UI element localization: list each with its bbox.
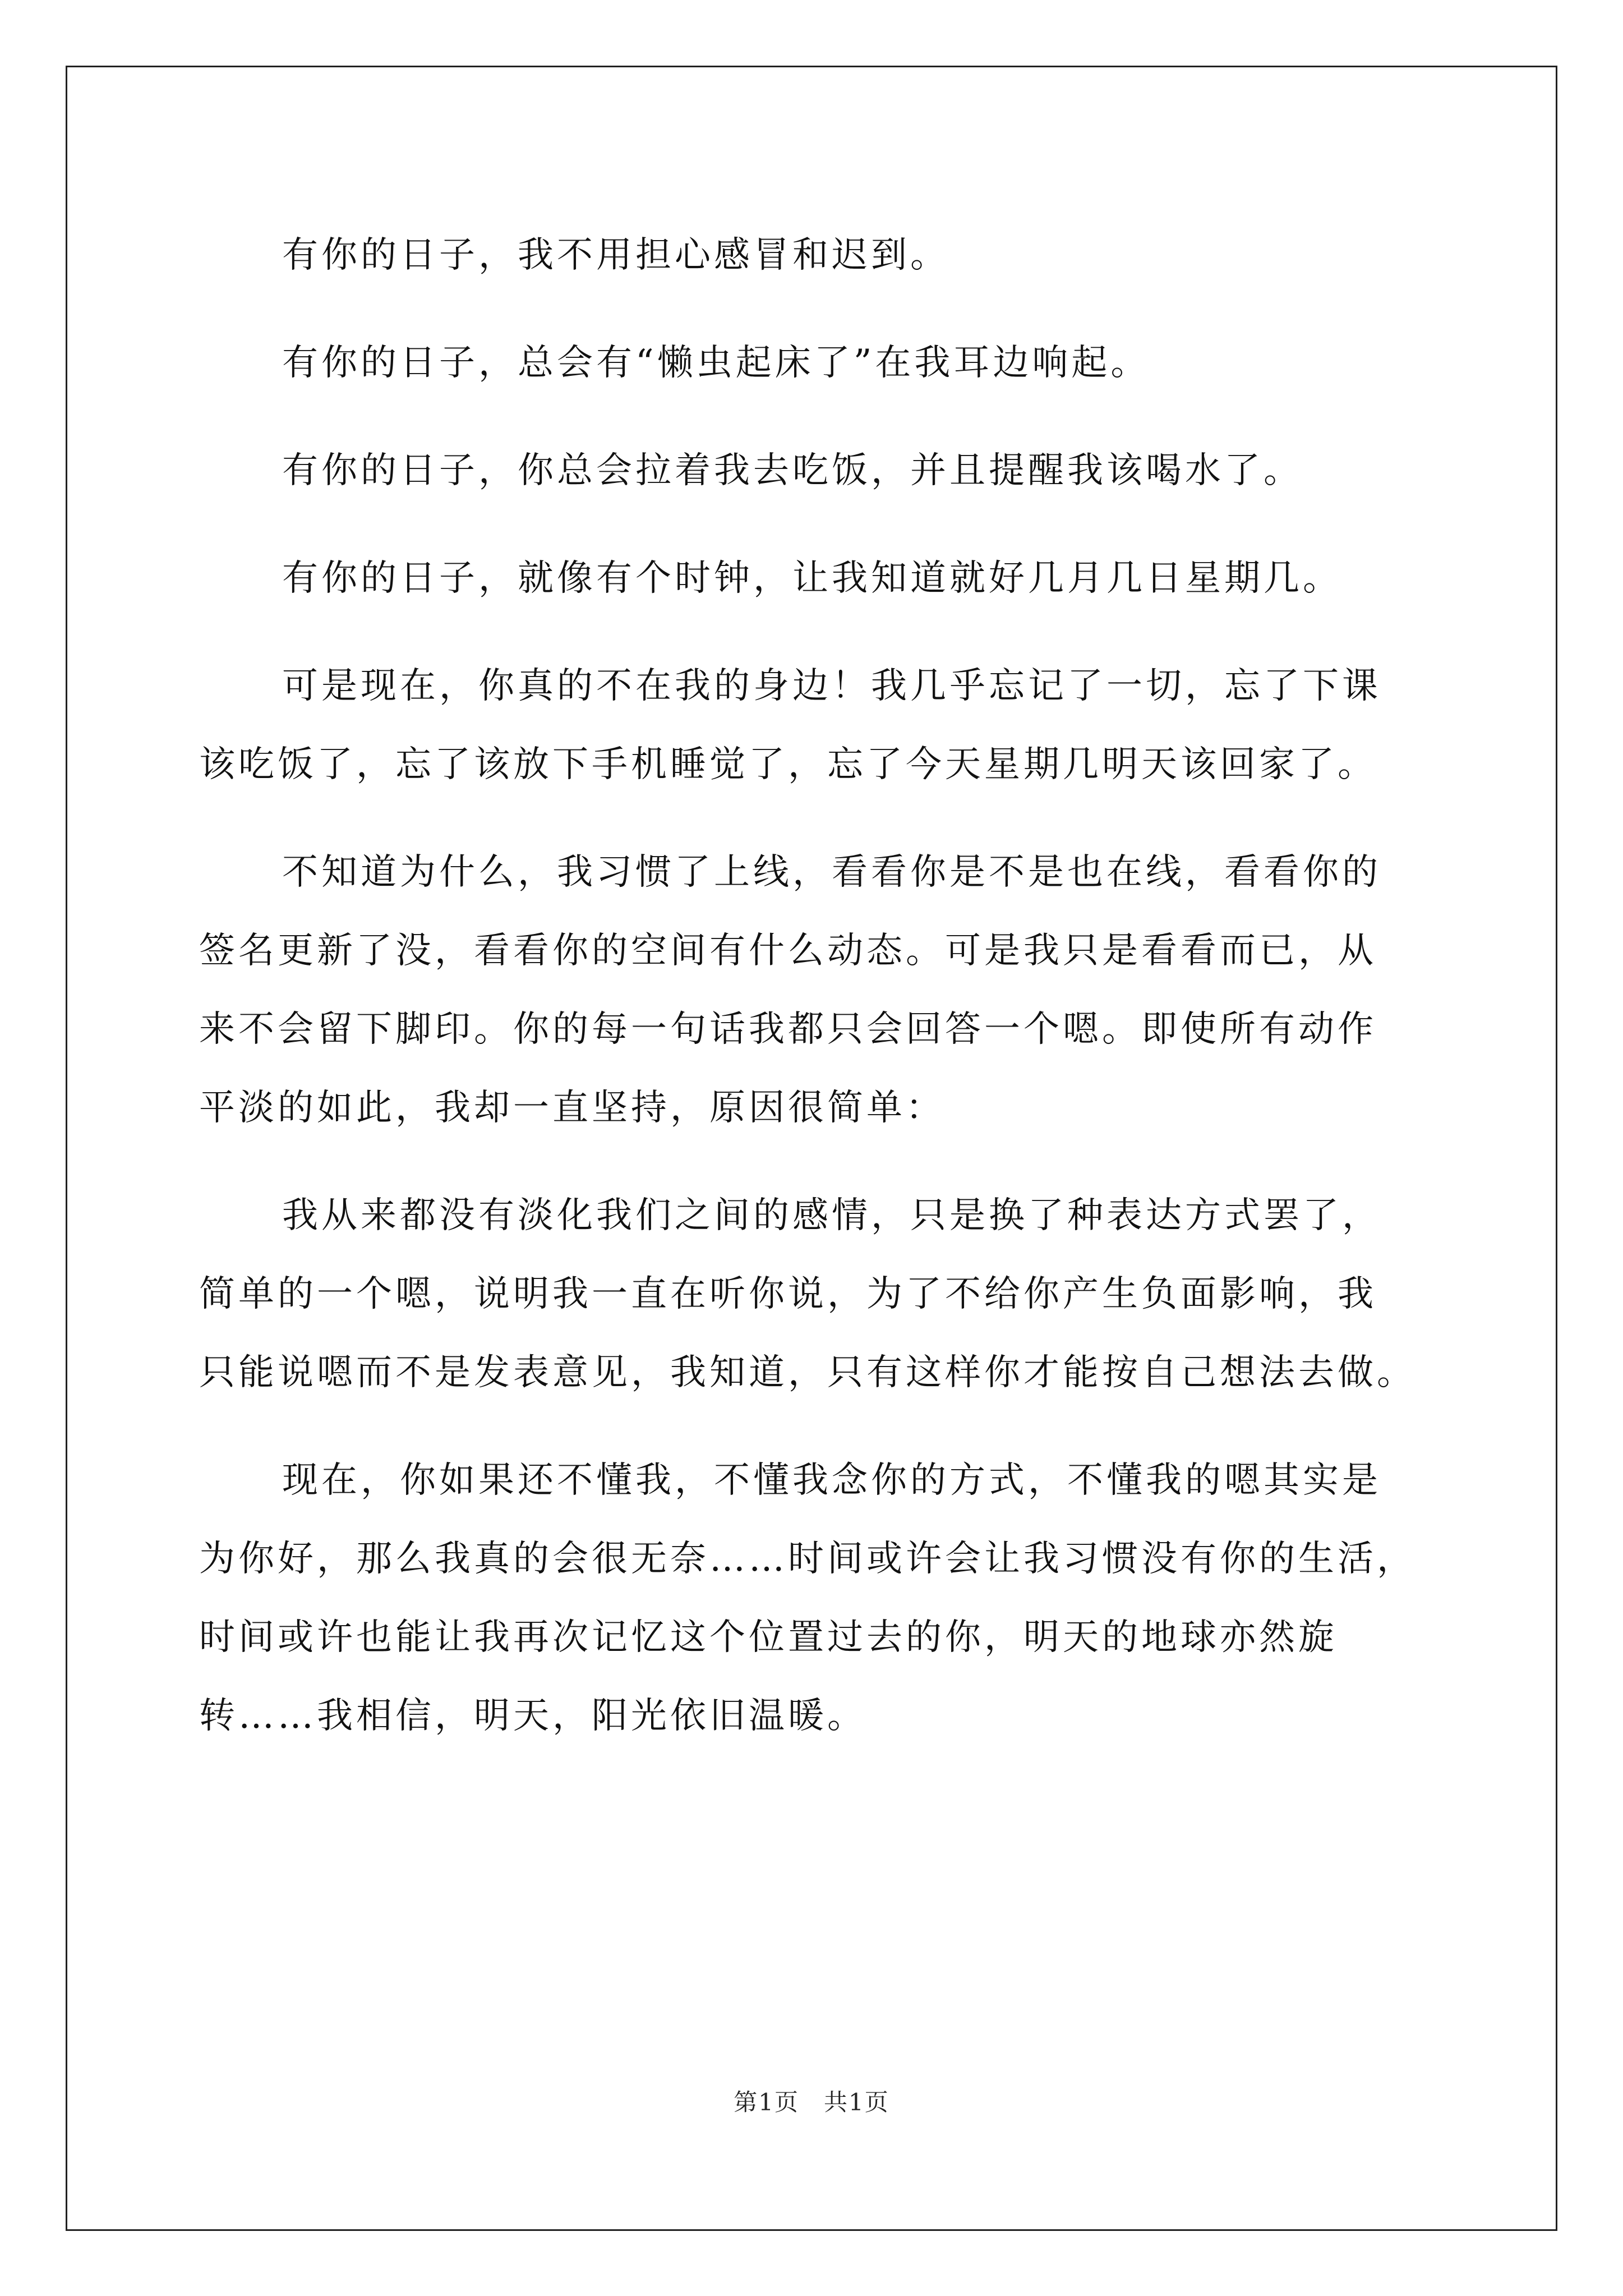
- text-line: 有你的日子，总会有“懒虫起床了”在我耳边响起。: [282, 342, 1150, 384]
- paragraph-3: [199, 431, 1433, 510]
- paragraph-6: [199, 833, 1433, 1147]
- text-line: 可是现在，你真的不在我的身边！我几乎忘记了一切，忘了下课: [282, 665, 1381, 707]
- text-line: 只能说嗯而不是发表意见，我知道，只有这样你才能按自己想法去做。: [199, 1352, 1416, 1393]
- page-number-footer: 第1页 共1页: [734, 2088, 889, 2116]
- text-line: 我从来都没有淡化我们之间的感情，只是换了种表达方式罢了，: [282, 1195, 1381, 1236]
- text-line: 有你的日子，就像有个时钟，让我知道就好几月几日星期几。: [282, 558, 1342, 599]
- paragraph-7: [199, 1176, 1433, 1412]
- text-line: 有你的日子，我不用担心感冒和迟到。: [282, 234, 949, 276]
- text-line: 为你好，那么我真的会很无奈……时间或许会让我习惯没有你的生活，: [199, 1538, 1416, 1580]
- text-line: 转……我相信，明天，阳光依旧温暖。: [199, 1695, 866, 1737]
- text-line: 有你的日子，你总会拉着我去吃饭，并且提醒我该喝水了。: [282, 450, 1303, 491]
- text-line: 时间或许也能让我再次记忆这个位置过去的你，明天的地球亦然旋: [199, 1617, 1338, 1658]
- text-line: 现在，你如果还不懂我，不懂我念你的方式，不懂我的嗯其实是: [282, 1460, 1381, 1501]
- paragraph-5: [199, 647, 1433, 804]
- text-line: 平淡的如此，我却一直坚持，原因很简单：: [199, 1087, 945, 1129]
- paragraph-1: [199, 216, 1433, 295]
- text-line: 简单的一个嗯，说明我一直在听你说，为了不给你产生负面影响，我: [199, 1273, 1377, 1315]
- paragraph-4: [199, 539, 1433, 618]
- paragraph-2: [199, 324, 1433, 402]
- text-line: 该吃饭了，忘了该放下手机睡觉了，忘了今天星期几明天该回家了。: [199, 744, 1377, 785]
- document-body: [199, 216, 1433, 1784]
- text-line: 来不会留下脚印。你的每一句话我都只会回答一个嗯。即使所有动作: [199, 1009, 1377, 1050]
- text-line: 签名更新了没，看看你的空间有什么动态。可是我只是看看而已，从: [199, 930, 1377, 972]
- text-line: 不知道为什么，我习惯了上线，看看你是不是也在线，看看你的: [282, 852, 1381, 893]
- paragraph-8: [199, 1441, 1433, 1755]
